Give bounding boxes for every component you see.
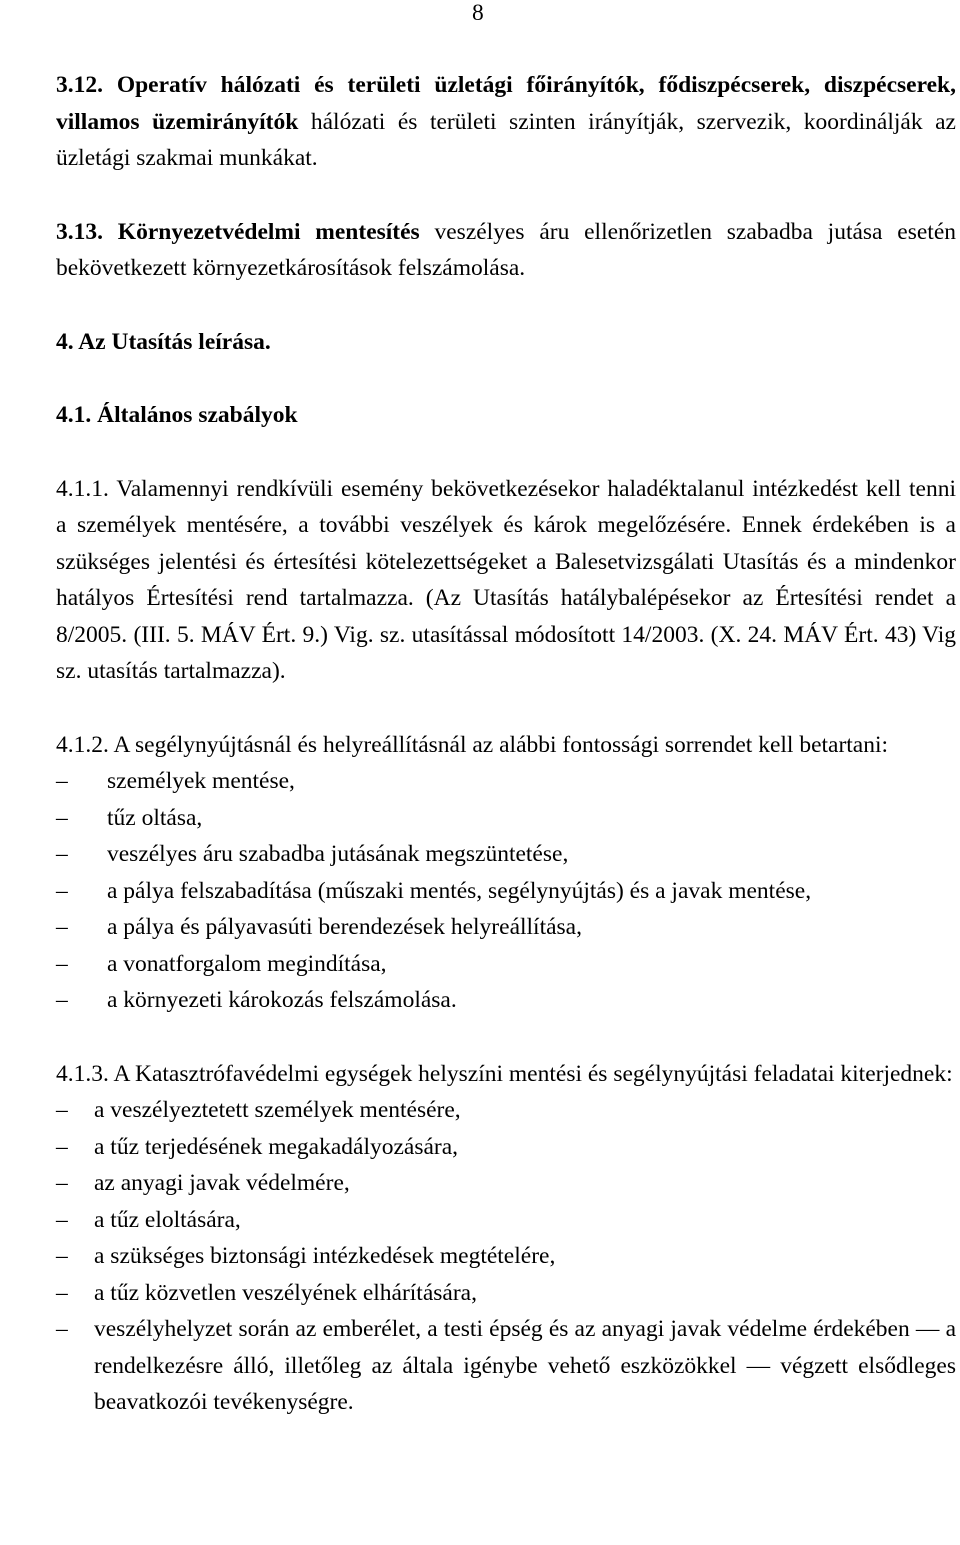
dash-icon: – — [56, 987, 68, 1013]
list-item: – a vonatforgalom megindítása, — [56, 946, 956, 983]
priority-list — [56, 763, 956, 1019]
section-4-1-2-intro: 4.1.2. A segélynyújtásnál és helyreállításnál az alábbi fontossági sorrendet kell betartani: — [56, 731, 889, 758]
page-number: 8 — [472, 0, 484, 26]
document-body — [56, 67, 956, 1458]
disaster-unit-tasks-list — [56, 1092, 956, 1421]
dash-icon: – — [56, 1097, 68, 1123]
dash-icon: – — [56, 768, 68, 794]
dash-icon: – — [56, 1279, 68, 1306]
dash-icon: – — [56, 950, 68, 977]
dash-icon: – — [56, 804, 68, 831]
dash-icon: – — [56, 841, 68, 867]
section-3-13-term: Környezetvédelmi mentesítés — [117, 218, 420, 245]
dash-icon: – — [56, 914, 68, 940]
section-3-12-term: Operatív hálózati és területi üzletági főirányítók, fődiszpécserek, diszpécserek, villamos üzemirányítók — [56, 72, 956, 135]
section-3-12-text: hálózati és területi szinten irányítják, szervezik, koordinálják az üzletági szakmai munkákat. — [56, 108, 956, 171]
list-item: – a tűz eloltására, — [56, 1202, 956, 1239]
section-4-1-1: 4.1.1. Valamennyi rendkívüli esemény bekövetkezésekor haladéktalanul intézkedést kell tenni a személyek mentésére, a további veszélyek és károk megelőzésére. Ennek érdekében is a szükséges jelentési és értesítési kötelezettségeket a Balesetvizsgálati Utasítás és a mindenkor hatályos Értesítési rend tartalmazza. (Az Utasítás hatálybalépésekor az Értesítési rendet a 8/2005. (III. 5. MÁV Ért. 9.) Vig. sz. utasítással módosított 14/2003. (X. 24. MÁV Ért. 43) Vig sz. utasítás tartalmazza). — [56, 475, 956, 684]
list-item: – a veszélyeztetett személyek mentésére, — [56, 1092, 956, 1129]
list-item: – a környezeti károkozás felszámolása. — [56, 982, 956, 1019]
list-item: – a tűz közvetlen veszélyének elhárítására, — [56, 1275, 956, 1312]
section-3-13 — [56, 214, 956, 287]
dash-icon: – — [56, 1133, 68, 1160]
list-item: – az anyagi javak védelmére, — [56, 1165, 956, 1202]
section-3-13-number: 3.13. — [56, 218, 103, 245]
list-item: – személyek mentése, — [56, 763, 956, 800]
list-item: – veszélyes áru szabadba jutásának megszüntetése, — [56, 836, 956, 873]
heading-4-1: 4.1. Általános szabályok — [56, 402, 298, 428]
dash-icon: – — [56, 1170, 68, 1196]
dash-icon: – — [56, 1206, 68, 1233]
dash-icon: – — [56, 877, 68, 904]
dash-icon: – — [56, 1316, 68, 1342]
list-item: – veszélyhelyzet során az emberélet, a testi épség és az anyagi javak védelme érdekében ― a rendelkezésre álló, illetőleg az általa igénybe vehető eszközökkel ― végzett elsődleges beavatkozói tevékenységre. — [56, 1311, 956, 1421]
section-3-13-text: veszélyes áru ellenőrizetlen szabadba jutása esetén bekövetkezett környezetkárosítások felszámolása. — [56, 218, 956, 281]
section-4-1-3-intro: 4.1.3. A Katasztrófavédelmi egységek helyszíni mentési és segélynyújtási feladatai kiterjednek: — [56, 1060, 953, 1087]
list-item: – a tűz terjedésének megakadályozására, — [56, 1129, 956, 1166]
list-item: – a szükséges biztonsági intézkedések megtételére, — [56, 1238, 956, 1275]
dash-icon: – — [56, 1243, 68, 1269]
section-3-12 — [56, 67, 956, 177]
list-item: – a pálya és pályavasúti berendezések helyreállítása, — [56, 909, 956, 946]
heading-4: 4. Az Utasítás leírása. — [56, 328, 271, 355]
section-3-12-number: 3.12. — [56, 72, 103, 98]
list-item: – tűz oltása, — [56, 800, 956, 837]
list-item: – a pálya felszabadítása (műszaki mentés, segélynyújtás) és a javak mentése, — [56, 873, 956, 910]
